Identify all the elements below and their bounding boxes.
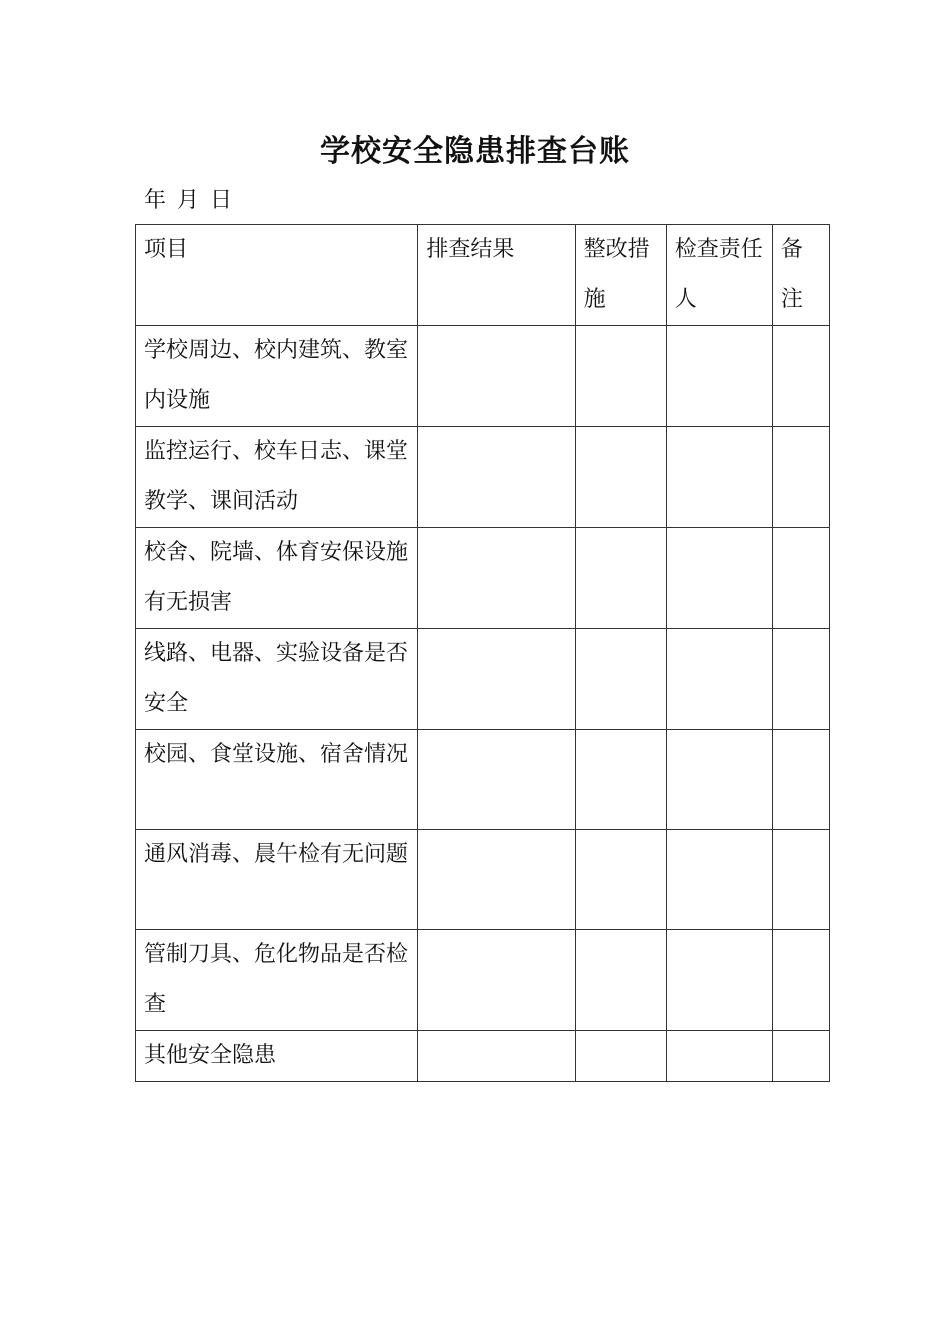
row-item: 监控运行、校车日志、课堂教学、课间活动 [136, 427, 418, 528]
page-title: 学校安全隐患排查台账 [320, 134, 630, 169]
row-measure[interactable] [575, 830, 666, 930]
ledger-table [135, 224, 830, 1082]
row-person[interactable] [666, 1031, 772, 1082]
row-measure[interactable] [575, 1031, 666, 1082]
row-item: 校园、食堂设施、宿舍情况 [136, 730, 418, 830]
row-result[interactable] [418, 326, 575, 427]
header-item: 项目 [136, 225, 418, 326]
row-person[interactable] [666, 427, 772, 528]
row-remark[interactable] [772, 427, 829, 528]
row-measure[interactable] [575, 528, 666, 629]
row-item: 学校周边、校内建筑、教室内设施 [136, 326, 418, 427]
row-remark[interactable] [772, 629, 829, 730]
row-person[interactable] [666, 629, 772, 730]
row-remark[interactable] [772, 830, 829, 930]
row-remark[interactable] [772, 326, 829, 427]
table-row [136, 326, 830, 427]
row-measure[interactable] [575, 629, 666, 730]
table-row [136, 528, 830, 629]
row-person[interactable] [666, 326, 772, 427]
table-row [136, 830, 830, 930]
row-item: 线路、电器、实验设备是否安全 [136, 629, 418, 730]
row-remark[interactable] [772, 528, 829, 629]
header-person: 检查责任人 [666, 225, 772, 326]
row-item: 通风消毒、晨午检有无问题 [136, 830, 418, 930]
row-item: 管制刀具、危化物品是否检查 [136, 930, 418, 1031]
row-measure[interactable] [575, 930, 666, 1031]
row-item: 其他安全隐患 [136, 1031, 418, 1082]
row-remark[interactable] [772, 730, 829, 830]
row-measure[interactable] [575, 730, 666, 830]
row-remark[interactable] [772, 1031, 829, 1082]
row-result[interactable] [418, 528, 575, 629]
row-measure[interactable] [575, 427, 666, 528]
row-item: 校舍、院墙、体育安保设施有无损害 [136, 528, 418, 629]
header-result: 排查结果 [418, 225, 575, 326]
row-remark[interactable] [772, 930, 829, 1031]
row-measure[interactable] [575, 326, 666, 427]
row-result[interactable] [418, 730, 575, 830]
table-row [136, 1031, 830, 1082]
date-line: 年 月 日 [144, 188, 232, 213]
table-row [136, 427, 830, 528]
row-result[interactable] [418, 427, 575, 528]
row-result[interactable] [418, 629, 575, 730]
header-remark: 备注 [772, 225, 829, 326]
row-person[interactable] [666, 730, 772, 830]
row-person[interactable] [666, 528, 772, 629]
header-measure: 整改措施 [575, 225, 666, 326]
table-row [136, 930, 830, 1031]
row-result[interactable] [418, 1031, 575, 1082]
row-result[interactable] [418, 830, 575, 930]
row-person[interactable] [666, 930, 772, 1031]
row-result[interactable] [418, 930, 575, 1031]
table-header-row [136, 225, 830, 326]
table-row [136, 730, 830, 830]
row-person[interactable] [666, 830, 772, 930]
table-row [136, 629, 830, 730]
